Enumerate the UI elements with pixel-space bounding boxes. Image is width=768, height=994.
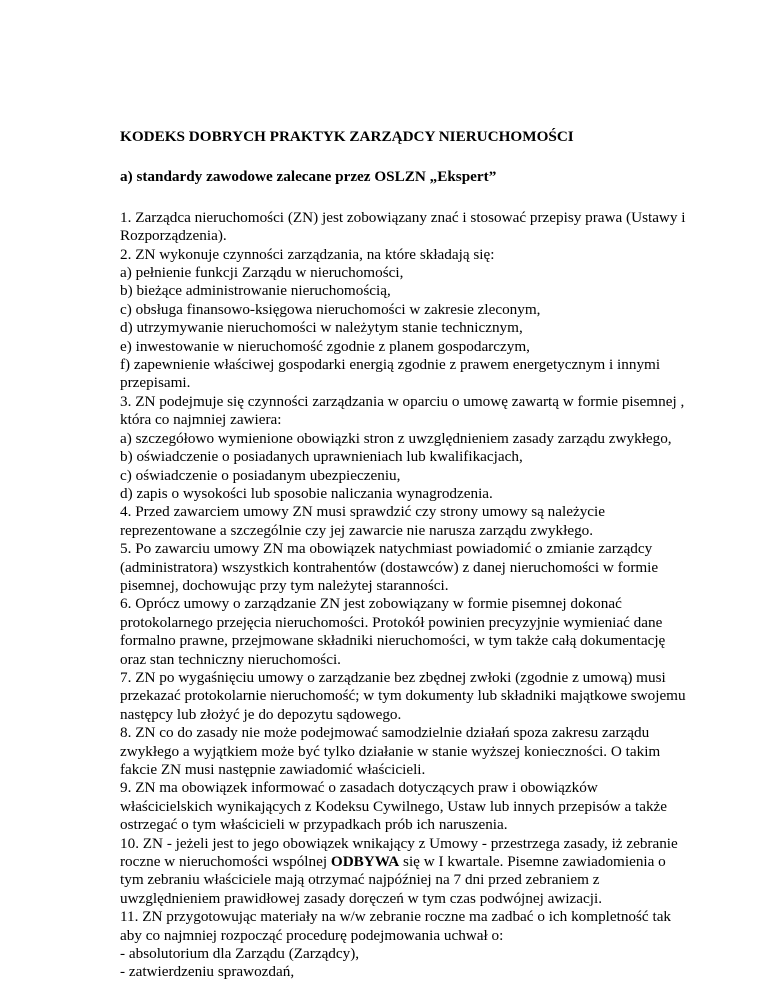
text-line: 1. Zarządca nieruchomości (ZN) jest zobowiązany znać i stosować przepisy prawa (Ustawy i (120, 208, 686, 226)
text-line: (administratora) wszystkich kontrahentów (dostawców) z danej nieruchomości w formie (120, 558, 659, 576)
text-line: e) inwestowanie w nieruchomość zgodnie z planem gospodarczym, (120, 337, 530, 355)
text-line-start: roczne w nieruchomości wspólnej (120, 853, 331, 871)
document-body (120, 209, 700, 982)
text-line: ostrzegać o tym właścicieli w przypadkach prób ich naruszenia. (120, 816, 508, 834)
text-line: 9. ZN ma obowiązek informować o zasadach dotyczących praw i obowiązków (120, 779, 598, 797)
text-line: formalno prawne, przejmowane składniki nieruchomości, w tym także całą dokumentację (120, 632, 666, 650)
text-line: d) zapis o wysokości lub sposobie naliczania wynagrodzenia. (120, 484, 493, 502)
text-line-end: się w I kwartale. Pisemne zawiadomienia o (399, 853, 666, 871)
text-line: a) szczegółowo wymienione obowiązki stron z uwzględnieniem zasady zarządu zwykłego, (120, 429, 672, 447)
text-line: c) obsługa finansowo-księgowa nieruchomości w zakresie zleconym, (120, 300, 541, 318)
text-line: d) utrzymywanie nieruchomości w należytym stanie technicznym, (120, 319, 523, 337)
text-line: oraz stan techniczny nieruchomości. (120, 650, 341, 668)
text-line: aby co najmniej rozpocząć procedurę podejmowania uchwał o: (120, 926, 504, 944)
text-line: 7. ZN po wygaśnięciu umowy o zarządzanie bez zbędnej zwłoki (zgodnie z umową) musi (120, 668, 666, 686)
text-line: a) pełnienie funkcji Zarządu w nieruchomości, (120, 264, 404, 282)
text-line: c) oświadczenie o posiadanym ubezpieczeniu, (120, 466, 401, 484)
text-line: Rozporządzenia). (120, 227, 227, 245)
text-line: 8. ZN co do zasady nie może podejmować samodzielnie działań spoza zakresu zarządu (120, 724, 650, 742)
text-line: fakcie ZN musi następnie zawiadomić właścicieli. (120, 761, 426, 778)
text-line: - zatwierdzeniu sprawozdań, (120, 963, 295, 981)
text-line: b) bieżące administrowanie nieruchomością, (120, 282, 391, 300)
text-line: która co najmniej zawiera: (120, 411, 282, 429)
text-line: zwykłego a wyjątkiem może być tylko działanie w stanie wyższej konieczności. O takim (120, 742, 661, 760)
text-line: 10. ZN - jeżeli jest to jego obowiązek wnikający z Umowy - przestrzega zasady, iż zebranie (120, 834, 678, 852)
text-line: b) oświadczenie o posiadanych uprawnieniach lub kwalifikacjach, (120, 448, 523, 466)
text-line: protokolarnego przejęcia nieruchomości. Protokół powinien precyzyjnie wymieniać dane (120, 613, 663, 631)
text-line: 2. ZN wykonuje czynności zarządzania, na które składają się: (120, 245, 495, 263)
text-line-mixed (120, 853, 700, 871)
document-title: KODEKS DOBRYCH PRAKTYK ZARZĄDCY NIERUCHOMOŚCI (120, 128, 574, 145)
text-line: pisemnej, dochowując przy tym należytej staranności. (120, 576, 449, 594)
text-line: przekazać protokolarnie nieruchomość; w tym dokumenty lub składniki majątkowe swojemu (120, 687, 686, 705)
text-line: 4. Przed zawarciem umowy ZN musi sprawdzić czy strony umowy są należycie (120, 503, 605, 521)
document-subtitle: a) standardy zawodowe zalecane przez OSLZN „Ekspert” (120, 168, 497, 186)
text-line: uwzględnieniem prawidłowej zasady doręczeń w tym czas podwójnej awizacji. (120, 889, 603, 907)
text-line: 3. ZN podejmuje się czynności zarządzania w oparciu o umowę zawartą w formie pisemnej , (120, 392, 685, 410)
text-line: następcy lub złożyć je do depozytu sądowego. (120, 705, 402, 723)
document-content (120, 128, 700, 982)
text-line: tym zebraniu właściciele mają otrzymać najpóźniej na 7 dni przed zebraniem z (120, 871, 600, 889)
text-line: właścicielskich wynikających z Kodeksu Cywilnego, Ustaw lub innych przepisów a także (120, 797, 668, 815)
text-line: 5. Po zawarciu umowy ZN ma obowiązek natychmiast powiadomić o zmianie zarządcy (120, 540, 653, 558)
text-line: reprezentowane a szczególnie czy jej zawarcie nie narusza zarządu zwykłego. (120, 521, 594, 539)
text-line: f) zapewnienie właściwej gospodarki energią zgodnie z prawem energetycznym i innymi (120, 356, 661, 374)
text-line: - absolutorium dla Zarządu (Zarządcy), (120, 945, 360, 963)
text-line: 11. ZN przygotowując materiały na w/w zebranie roczne ma zadbać o ich kompletność tak (120, 908, 672, 926)
text-line: przepisami. (120, 374, 191, 392)
text-line: 6. Oprócz umowy o zarządzanie ZN jest zobowiązany w formie pisemnej dokonać (120, 595, 622, 613)
emphasis-odbywa: ODBYWA (330, 853, 400, 871)
